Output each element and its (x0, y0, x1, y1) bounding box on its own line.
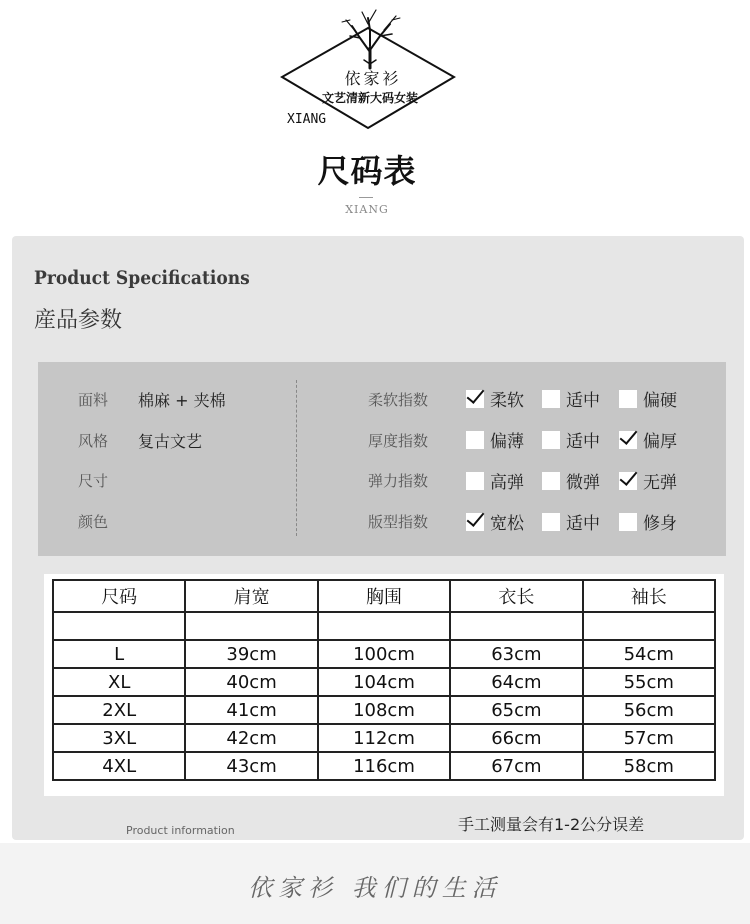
table-cell: 65cm (450, 696, 582, 724)
footer-slogan: 依家衫 我们的生活 (248, 874, 502, 902)
table-cell: 100cm (318, 640, 450, 668)
index-label-fit: 版型指数 (368, 513, 429, 531)
table-cell (185, 612, 317, 640)
table-cell (450, 612, 582, 640)
checkbox-icon (542, 390, 560, 408)
table-cell: 41cm (185, 696, 317, 724)
table-cell (53, 612, 185, 640)
table-cell: 57cm (583, 724, 715, 752)
table-cell: 56cm (583, 696, 715, 724)
option-softness-medium: 适中 (542, 386, 600, 411)
logo-brand-name: 依家衫 (344, 69, 402, 88)
spec-title-cn: 産品参数 (34, 308, 123, 333)
checkbox-icon (619, 431, 637, 449)
table-cell: 4XL (53, 752, 185, 780)
table-cell: 2XL (53, 696, 185, 724)
option-fit-slim: 修身 (619, 509, 677, 534)
table-cell: XL (53, 668, 185, 696)
table-row (53, 724, 715, 752)
table-cell: 42cm (185, 724, 317, 752)
table-cell: 40cm (185, 668, 317, 696)
checkbox-icon (619, 390, 637, 408)
table-cell: 67cm (450, 752, 582, 780)
product-info-label: Product information (126, 824, 235, 837)
table-cell: 64cm (450, 668, 582, 696)
index-label-thickness: 厚度指数 (368, 432, 429, 450)
table-row (53, 668, 715, 696)
col-header-length: 衣长 (450, 580, 582, 612)
table-cell: 112cm (318, 724, 450, 752)
col-header-size: 尺码 (53, 580, 185, 612)
table-cell: 108cm (318, 696, 450, 724)
index-label-softness: 柔软指数 (368, 391, 429, 409)
size-table (52, 579, 716, 781)
checkbox-icon (619, 472, 637, 490)
table-cell: 55cm (583, 668, 715, 696)
table-row (53, 752, 715, 780)
spec-title-en: Product Specifications (34, 267, 250, 289)
attr-value-fabric: 棉麻 + 夹棉 (138, 391, 226, 410)
checkbox-icon (542, 513, 560, 531)
option-elasticity-slight: 微弹 (542, 468, 600, 493)
col-header-sleeve: 袖长 (583, 580, 715, 612)
option-thickness-thick: 偏厚 (619, 427, 677, 452)
option-softness-hard: 偏硬 (619, 386, 677, 411)
title-divider (359, 197, 373, 198)
checkbox-icon (619, 513, 637, 531)
table-cell: 66cm (450, 724, 582, 752)
attr-label-size: 尺寸 (78, 472, 109, 490)
checkbox-icon (466, 431, 484, 449)
checkbox-icon (466, 513, 484, 531)
checkbox-icon (466, 390, 484, 408)
logo-slogan: 文艺清新大码女装 (321, 91, 418, 105)
col-header-bust: 胸围 (318, 580, 450, 612)
table-row (53, 612, 715, 640)
measurement-note: 手工测量会有1-2公分误差 (458, 815, 645, 834)
option-softness-soft: 柔软 (466, 386, 524, 411)
table-cell (318, 612, 450, 640)
option-fit-medium: 适中 (542, 509, 600, 534)
table-cell: 39cm (185, 640, 317, 668)
table-cell: 116cm (318, 752, 450, 780)
logo-sub: XIANG (287, 112, 327, 127)
option-elasticity-none: 无弹 (619, 468, 677, 493)
checkbox-icon (542, 431, 560, 449)
table-cell (583, 612, 715, 640)
table-cell: 3XL (53, 724, 185, 752)
attr-label-color: 颜色 (78, 513, 109, 531)
checkbox-icon (466, 472, 484, 490)
table-cell: 104cm (318, 668, 450, 696)
table-cell: 63cm (450, 640, 582, 668)
option-fit-loose: 宽松 (466, 509, 524, 534)
checkbox-icon (542, 472, 560, 490)
table-cell: L (53, 640, 185, 668)
col-header-shoulder: 肩宽 (185, 580, 317, 612)
table-cell: 58cm (583, 752, 715, 780)
title-sub: XIANG (345, 203, 389, 216)
option-thickness-medium: 适中 (542, 427, 600, 452)
attr-label-style: 风格 (78, 432, 109, 450)
spec-divider (296, 380, 297, 536)
index-label-elasticity: 弹力指数 (368, 472, 429, 490)
attr-label-fabric: 面料 (78, 391, 109, 409)
table-row (53, 696, 715, 724)
page-title: 尺码表 (317, 152, 417, 190)
option-elasticity-high: 高弹 (466, 468, 524, 493)
attr-value-style: 复古文艺 (138, 432, 203, 451)
table-header-row (53, 580, 715, 612)
table-cell: 54cm (583, 640, 715, 668)
option-thickness-thin: 偏薄 (466, 427, 524, 452)
table-row (53, 640, 715, 668)
table-cell: 43cm (185, 752, 317, 780)
